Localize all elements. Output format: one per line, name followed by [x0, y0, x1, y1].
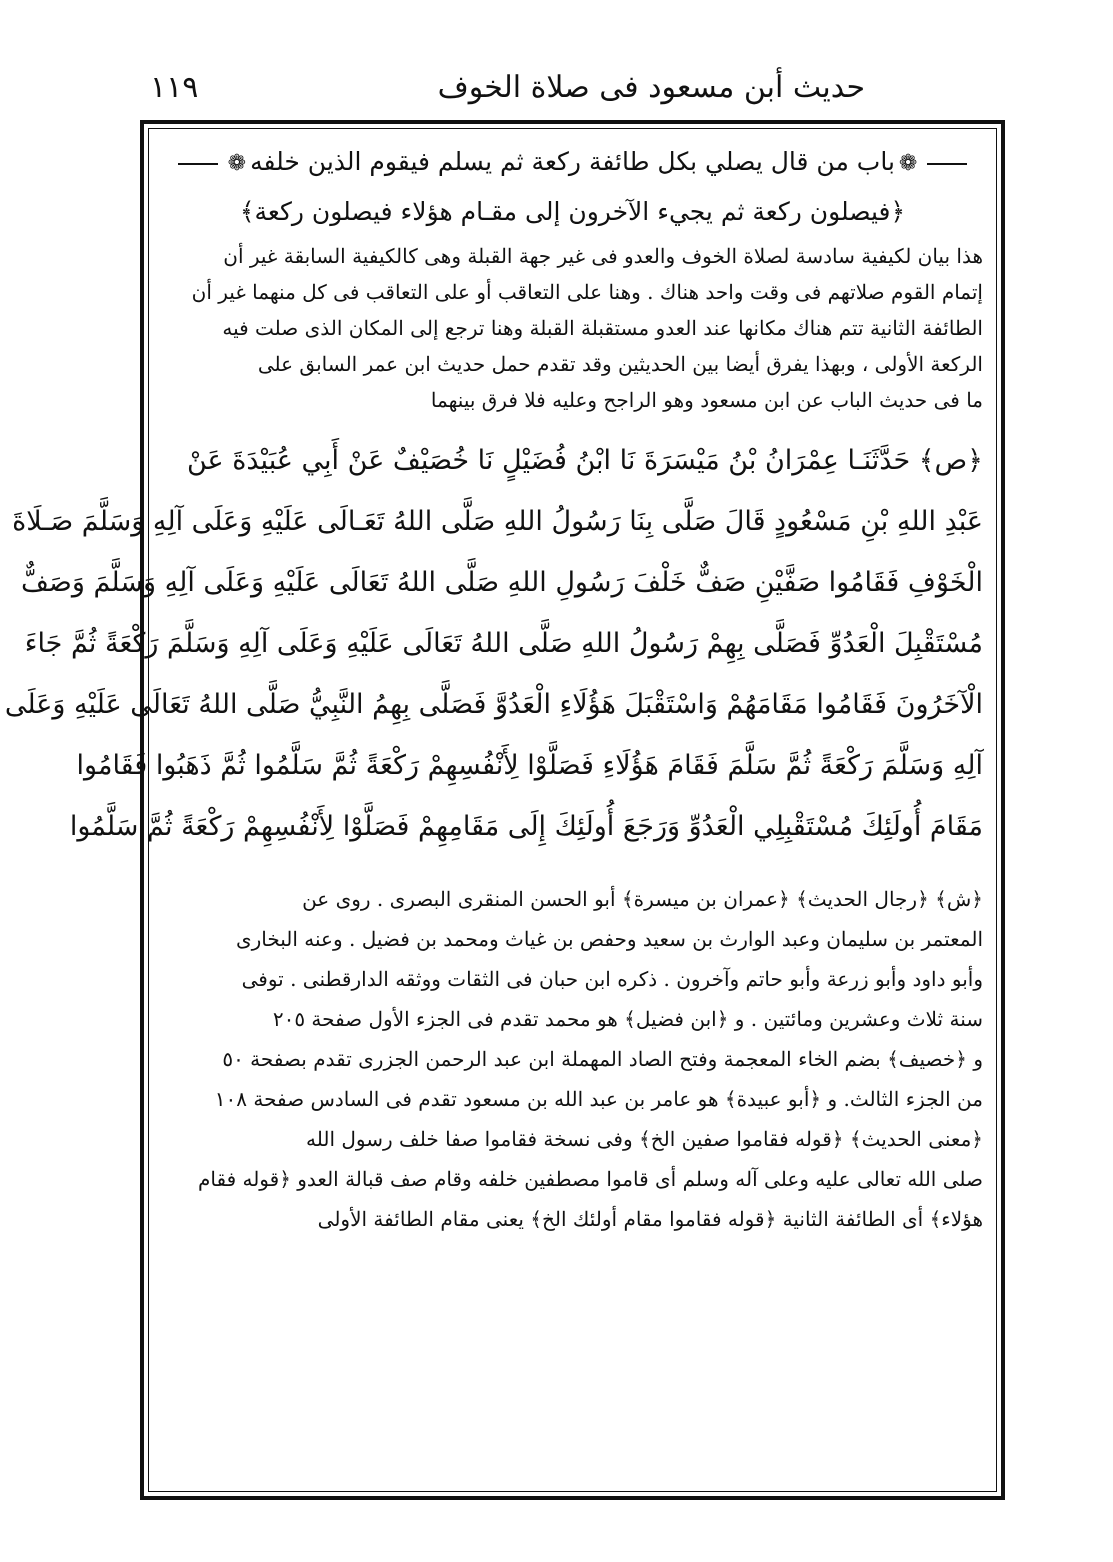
text-frame — [4, 120, 1005, 1500]
commentary-paragraph — [162, 238, 983, 418]
hadith-line: الْآخَرُونَ فَقَامُوا مَقَامَهُمْ وَاسْتَقْبَلَ هَؤُلَاءِ الْعَدُوَّ فَصَلَّى بِهِمُ النَّبِيُّ صَلَّى اللهُ تَعَالَى عَلَيْهِ وَعَلَى — [4, 689, 983, 720]
commentary-line: ما فى حديث الباب عن ابن مسعود وهو الراجح وعليه فلا فرق بينهما — [430, 388, 983, 412]
chapter-subheading: ﴿فيصلون ركعة ثم يجيء الآخرون إلى مقـام هؤلاء فيصلون ركعة﴾ — [239, 197, 906, 226]
hadith-line: ﴿ص﴾ حَدَّثَنَـا عِمْرَانُ بْنُ مَيْسَرَةَ نَا ابْنُ فُضَيْلٍ نَا خُصَيْفٌ عَنْ أَبِي عُبَيْدَةَ عَنْ — [186, 445, 983, 476]
floral-ornament-icon: ❁ — [227, 151, 247, 176]
commentary-line: إتمام القوم صلاتهم فى وقت واحد هناك . وهنا على التعاقب أو على التعاقب فى كل منهما غير أن — [191, 280, 983, 304]
heading-rule — [178, 163, 218, 165]
floral-ornament-icon: ❁ — [898, 151, 918, 176]
notes-line: و ﴿خصيف﴾ بضم الخاء المعجمة وفتح الصاد المهملة ابن عبد الرحمن الجزرى تقدم بصفحة ٥٠ — [222, 1047, 983, 1071]
chapter-heading-text: باب من قال يصلي بكل طائفة ركعة ثم يسلم فيقوم الذين خلفه — [250, 147, 895, 176]
commentary-line: الطائفة الثانية تتم هناك مكانها عند العدو مستقبلة القبلة وهنا ترجع إلى المكان الذى صلت فيه — [222, 316, 983, 340]
notes-paragraph — [162, 879, 983, 1239]
page-header — [140, 70, 990, 114]
hadith-line: مُسْتَقْبِلَ الْعَدُوِّ فَصَلَّى بِهِمْ رَسُولُ اللهِ صَلَّى اللهُ تَعَالَى عَلَيْهِ وَعَلَى آلِهِ وَسَلَّمَ رَكْعَةً ثُمَّ جَاءَ — [24, 628, 983, 659]
page-number: ١١٩ — [150, 70, 199, 105]
hadith-text — [4, 430, 983, 857]
notes-line: هؤلاء﴾ أى الطائفة الثانية ﴿قوله فقاموا مقام أولئك الخ﴾ يعنى مقام الطائفة الأولى — [317, 1207, 983, 1231]
running-title: حديث أبن مسعود فى صلاة الخوف — [437, 70, 865, 105]
hadith-line: مَقَامَ أُولَئِكَ مُسْتَقْبِلِي الْعَدُوِّ وَرَجَعَ أُولَئِكَ إِلَى مَقَامِهِمْ فَصَلَّوْا لِأَنْفُسِهِمْ رَكْعَةً ثُمَّ سَلَّمُوا — [69, 811, 983, 842]
heading-rule — [927, 163, 967, 165]
notes-line: سنة ثلاث وعشرين ومائتين . و ﴿ابن فضيل﴾ هو محمد تقدم فى الجزء الأول صفحة ٢٠٥ — [272, 1007, 983, 1031]
notes-line: ﴿معنى الحديث﴾ ﴿قوله فقاموا صفين الخ﴾ وفى نسخة فقاموا صفا خلف رسول الله — [306, 1127, 983, 1151]
chapter-heading — [162, 138, 983, 188]
notes-line: المعتمر بن سليمان وعبد الوارث بن سعيد وحفص بن غياث ومحمد بن فضيل . وعنه البخارى — [235, 927, 983, 951]
hadith-line: آلِهِ وَسَلَّمَ رَكْعَةً ثُمَّ سَلَّمَ فَقَامَ هَؤُلَاءِ فَصَلَّوْا لِأَنْفُسِهِمْ رَكْعَةً ثُمَّ سَلَّمُوا ثُمَّ ذَهَبُوا فَقَامُوا — [76, 750, 983, 781]
notes-line: وأبو داود وأبو زرعة وأبو حاتم وآخرون . ذكره ابن حبان فى الثقات ووثقه الدارقطنى . توفى — [241, 967, 983, 991]
hadith-line: الْخَوْفِ فَقَامُوا صَفَّيْنِ صَفٌّ خَلْفَ رَسُولِ اللهِ صَلَّى اللهُ تَعَالَى عَلَيْهِ وَعَلَى آلِهِ وَسَلَّمَ وَصَفٌّ — [20, 567, 983, 598]
hadith-line: عَبْدِ اللهِ بْنِ مَسْعُودٍ قَالَ صَلَّى بِنَا رَسُولُ اللهِ صَلَّى اللهُ تَعَـالَى عَلَيْهِ وَعَلَى آلِهِ وَسَلَّمَ صَـلَاةَ — [12, 506, 983, 537]
notes-line: صلى الله تعالى عليه وعلى آله وسلم أى قاموا مصطفين خلفه وقام صف قبالة العدو ﴿قوله فقام — [197, 1167, 983, 1191]
commentary-line: هذا بيان لكيفية سادسة لصلاة الخوف والعدو فى غير جهة القبلة وهى كالكيفية السابقة غير أن — [223, 244, 983, 268]
notes-line: من الجزء الثالث. و ﴿أبو عبيدة﴾ هو عامر بن عبد الله بن مسعود تقدم فى السادس صفحة ١٠٨ — [214, 1087, 983, 1111]
page-content — [4, 138, 983, 1486]
commentary-line: الركعة الأولى ، وبهذا يفرق أيضا بين الحديثين وقد تقدم حمل حديث ابن عمر السابق على — [257, 352, 983, 376]
notes-line: ﴿ش﴾ ﴿رجال الحديث﴾ ﴿عمران بن ميسرة﴾ أبو الحسن المنقرى البصرى . روى عن — [302, 887, 983, 911]
